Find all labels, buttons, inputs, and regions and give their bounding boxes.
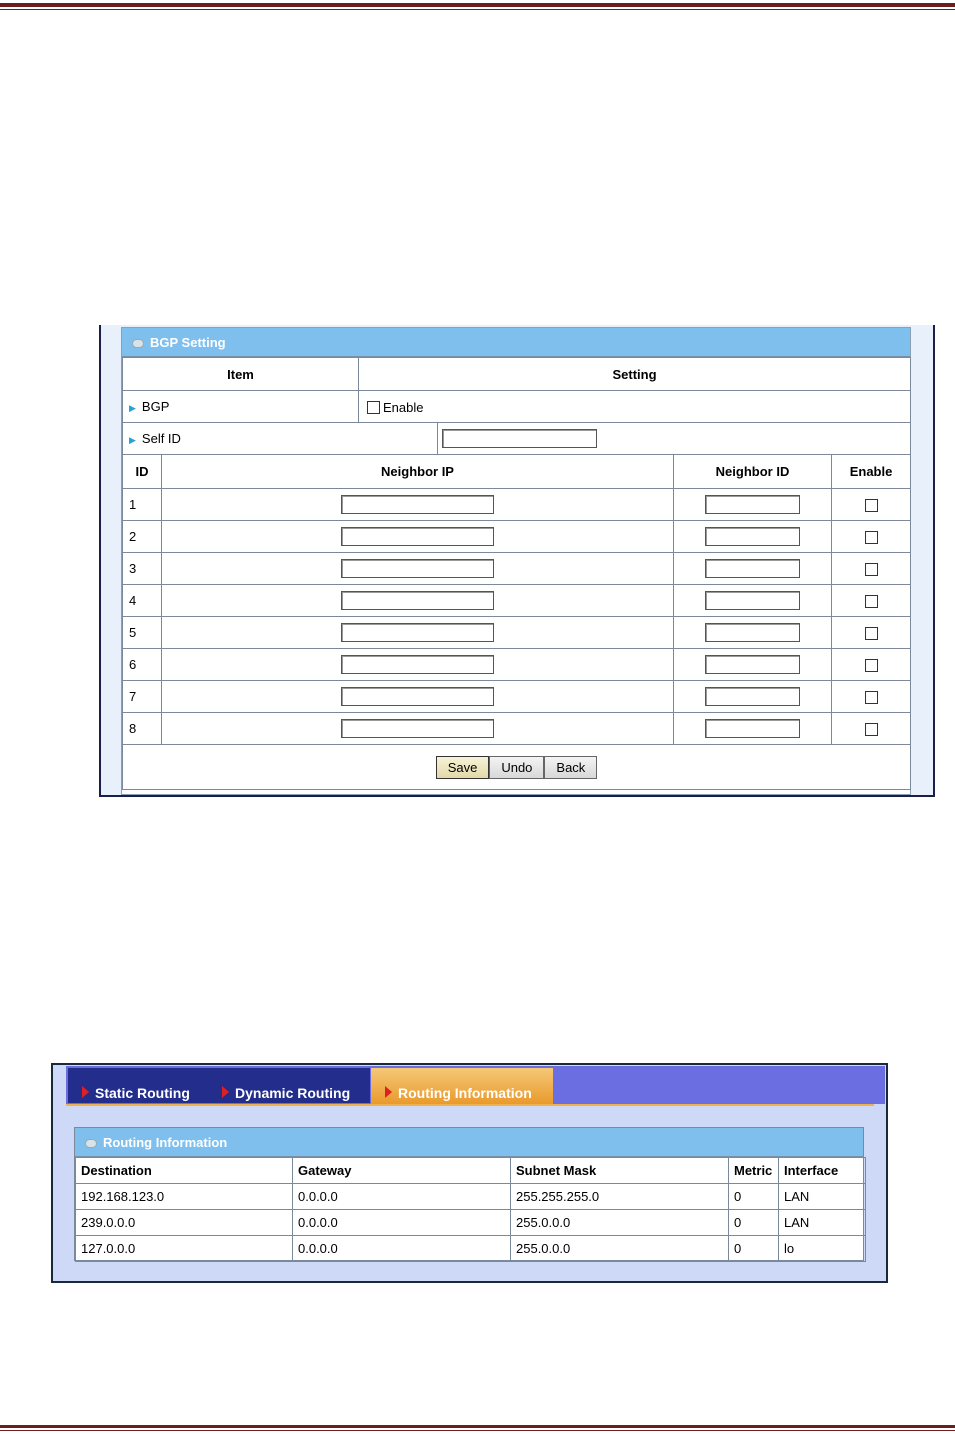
neighbor-ip-input[interactable] (341, 495, 494, 514)
neighbor-enable-checkbox[interactable] (865, 691, 878, 704)
neighbor-id-input[interactable] (705, 527, 800, 546)
neighbor-id: 8 (123, 713, 162, 745)
neighbor-ip-cell (162, 521, 674, 553)
neighbor-enable-cell (832, 521, 911, 553)
neighbor-ip-input[interactable] (341, 527, 494, 546)
neighbor-nid-cell (674, 521, 832, 553)
neighbor-ip-cell (162, 585, 674, 617)
neighbor-id-input[interactable] (705, 559, 800, 578)
neighbor-nid-cell (674, 553, 832, 585)
neighbor-id-col-header: ID (123, 455, 162, 489)
neighbor-enable-checkbox[interactable] (865, 659, 878, 672)
neighbor-enable-cell (832, 649, 911, 681)
interface-col-header: Interface (779, 1158, 866, 1184)
bgp-setting-panel (121, 327, 911, 795)
destination-col-header: Destination (76, 1158, 293, 1184)
route-interface: LAN (779, 1210, 866, 1236)
neighbor-nid-cell (674, 681, 832, 713)
route-mask: 255.0.0.0 (511, 1210, 729, 1236)
neighbor-enable-checkbox[interactable] (865, 499, 878, 512)
tab-arrow-icon (222, 1086, 229, 1098)
neighbor-id: 3 (123, 553, 162, 585)
route-interface: lo (779, 1236, 866, 1262)
neighbor-ip-input[interactable] (341, 591, 494, 610)
panel-bullet-icon (132, 339, 144, 348)
table-row (76, 1210, 866, 1236)
neighbor-ip-cell (162, 489, 674, 521)
neighbor-ip-input[interactable] (341, 687, 494, 706)
tab-arrow-icon (82, 1086, 89, 1098)
row-arrow-icon: ▶ (129, 403, 136, 413)
neighbor-enable-cell (832, 713, 911, 745)
page-top-rule-thin (0, 9, 955, 10)
neighbor-ip-col-header: Neighbor IP (162, 455, 674, 489)
route-destination: 192.168.123.0 (76, 1184, 293, 1210)
route-destination: 127.0.0.0 (76, 1236, 293, 1262)
page-bottom-rule-thin (0, 1430, 955, 1431)
neighbor-ip-input[interactable] (341, 719, 494, 738)
neighbor-id-input[interactable] (705, 655, 800, 674)
neighbor-row (123, 553, 911, 585)
neighbor-ip-cell (162, 553, 674, 585)
neighbor-enable-checkbox[interactable] (865, 595, 878, 608)
route-metric: 0 (729, 1210, 779, 1236)
routing-information-panel (74, 1127, 864, 1261)
neighbor-ip-input[interactable] (341, 655, 494, 674)
neighbor-enable-checkbox[interactable] (865, 723, 878, 736)
neighbor-id: 1 (123, 489, 162, 521)
tab-routing-information[interactable]: Routing Information (371, 1068, 553, 1104)
neighbor-id: 4 (123, 585, 162, 617)
panel-bullet-icon (85, 1139, 97, 1148)
undo-button[interactable]: Undo (489, 756, 544, 779)
mask-col-header: Subnet Mask (511, 1158, 729, 1184)
route-mask: 255.0.0.0 (511, 1236, 729, 1262)
neighbor-nid-cell (674, 617, 832, 649)
neighbor-enable-checkbox[interactable] (865, 627, 878, 640)
setting-header: Setting (359, 358, 911, 391)
route-gateway: 0.0.0.0 (293, 1184, 511, 1210)
bgp-label-cell: ▶ BGP (123, 391, 359, 423)
route-metric: 0 (729, 1184, 779, 1210)
neighbor-ip-cell (162, 649, 674, 681)
neighbor-id-input[interactable] (705, 495, 800, 514)
bgp-enable-cell (359, 391, 911, 423)
tab-dynamic-routing[interactable]: Dynamic Routing (210, 1068, 370, 1103)
back-button[interactable]: Back (544, 756, 597, 779)
neighbor-nid-col-header: Neighbor ID (674, 455, 832, 489)
page-bottom-rule (0, 1425, 955, 1428)
neighbor-row (123, 713, 911, 745)
neighbor-nid-cell (674, 713, 832, 745)
neighbor-id-input[interactable] (705, 623, 800, 642)
route-gateway: 0.0.0.0 (293, 1210, 511, 1236)
tab-static-routing[interactable]: Static Routing (68, 1068, 210, 1103)
bgp-enable-checkbox[interactable] (367, 401, 380, 414)
neighbor-ip-input[interactable] (341, 559, 494, 578)
neighbor-id: 6 (123, 649, 162, 681)
tab-arrow-icon (385, 1086, 392, 1098)
bgp-settings-table (122, 357, 911, 790)
routing-table (75, 1157, 866, 1262)
metric-col-header: Metric (729, 1158, 779, 1184)
neighbor-id-input[interactable] (705, 687, 800, 706)
neighbor-enable-cell (832, 585, 911, 617)
row-arrow-icon: ▶ (129, 435, 136, 445)
tab-underline (66, 1104, 874, 1106)
route-destination: 239.0.0.0 (76, 1210, 293, 1236)
self-id-input[interactable] (442, 429, 597, 448)
neighbor-ip-cell (162, 617, 674, 649)
self-id-label-cell: ▶ Self ID (123, 423, 438, 455)
neighbor-enable-cell (832, 681, 911, 713)
item-header: Item (123, 358, 359, 391)
neighbor-id: 2 (123, 521, 162, 553)
neighbor-enable-cell (832, 617, 911, 649)
neighbor-row (123, 617, 911, 649)
table-row (76, 1184, 866, 1210)
page-top-rule (0, 3, 955, 7)
neighbor-row (123, 681, 911, 713)
neighbor-nid-cell (674, 649, 832, 681)
button-row (123, 745, 911, 790)
neighbor-id-input[interactable] (705, 719, 800, 738)
self-id-input-cell (438, 423, 911, 455)
neighbor-row (123, 585, 911, 617)
routing-panel-title: Routing Information (75, 1128, 863, 1157)
neighbor-enable-checkbox[interactable] (865, 563, 878, 576)
bgp-panel-title: BGP Setting (122, 328, 910, 357)
neighbor-id: 7 (123, 681, 162, 713)
neighbor-row (123, 489, 911, 521)
neighbor-nid-cell (674, 489, 832, 521)
neighbor-id: 5 (123, 617, 162, 649)
neighbor-id-input[interactable] (705, 591, 800, 610)
neighbor-ip-cell (162, 713, 674, 745)
save-button[interactable]: Save (436, 756, 490, 779)
neighbor-enable-cell (832, 553, 911, 585)
bgp-enable-label: Enable (383, 399, 424, 415)
neighbor-enable-checkbox[interactable] (865, 531, 878, 544)
neighbor-row (123, 649, 911, 681)
neighbor-ip-input[interactable] (341, 623, 494, 642)
neighbor-row (123, 521, 911, 553)
neighbor-enable-col-header: Enable (832, 455, 911, 489)
gateway-col-header: Gateway (293, 1158, 511, 1184)
neighbor-ip-cell (162, 681, 674, 713)
table-row (76, 1236, 866, 1262)
route-metric: 0 (729, 1236, 779, 1262)
neighbor-nid-cell (674, 585, 832, 617)
route-gateway: 0.0.0.0 (293, 1236, 511, 1262)
route-mask: 255.255.255.0 (511, 1184, 729, 1210)
neighbor-enable-cell (832, 489, 911, 521)
route-interface: LAN (779, 1184, 866, 1210)
